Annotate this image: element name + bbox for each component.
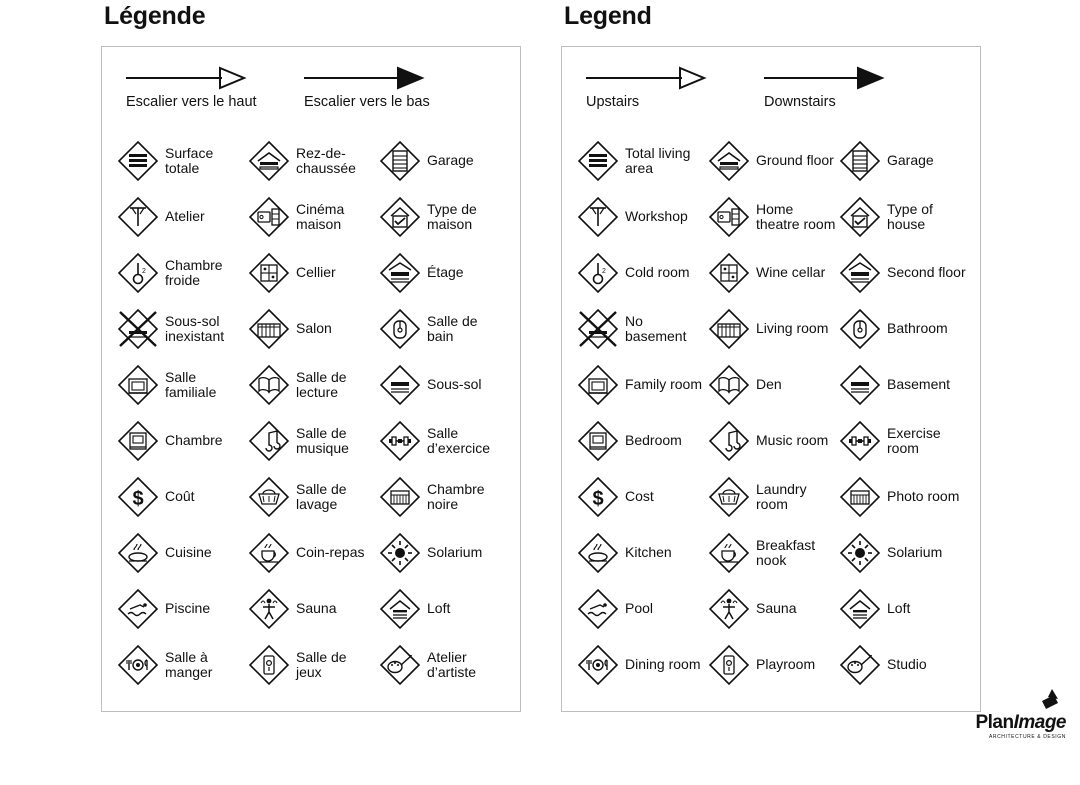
legend-entry-label: Home theatre room [756,200,836,232]
legend-entry-label: Photo room [887,488,960,505]
legend-entry [707,301,838,357]
legend-entry [838,133,969,189]
type-of-house-icon [838,195,882,239]
legend-entry-label: Bathroom [887,320,948,337]
legend-entry [707,133,838,189]
legend-entry-label: Exercise room [887,424,941,456]
svg-text:2: 2 [142,268,146,275]
legend-entry [378,525,509,581]
den-icon [247,363,291,407]
legend-entry-label: Surface totale [165,144,214,176]
legend-entry-label: Playroom [756,656,816,673]
bathroom-icon [838,307,882,351]
legend-entry-label: Total living area [625,144,691,176]
legend-entry [576,245,707,301]
legend-entry-label: Workshop [625,208,688,225]
legend-entry [838,245,969,301]
laundry-room-icon [247,475,291,519]
workshop-icon [576,195,620,239]
no-basement-icon [116,307,160,351]
arrow-down-solid-icon [302,65,482,91]
photo-room-icon [838,475,882,519]
page-title-en: Legend [564,2,652,30]
legend-entry-label: Salle à manger [165,648,213,680]
legend-entry-label: Salle de lecture [296,368,347,400]
no-basement-icon [576,307,620,351]
wine-cellar-icon [247,251,291,295]
legend-entry-label: Breakfast nook [756,536,816,568]
legend-entry [247,357,378,413]
legend-entry [247,245,378,301]
legend-entry-label: Salle de jeux [296,648,347,680]
home-theatre-icon [707,195,751,239]
logo-mark-icon [1028,689,1064,720]
family-room-icon [576,363,620,407]
legend-entry [838,637,969,693]
basement-icon [378,363,422,407]
legend-panel-en [561,46,981,712]
logo-subtitle: ARCHITECTURE & DESIGN [988,734,1066,740]
legend-entry [116,637,247,693]
legend-entry [707,581,838,637]
legend-entry [576,525,707,581]
music-room-icon [707,419,751,463]
living-room-icon [707,307,751,351]
legend-entry [576,301,707,357]
legend-entry-label: Music room [756,432,829,449]
legend-entry [378,581,509,637]
garage-icon [378,139,422,183]
legend-grid-fr [116,133,510,693]
legend-entry [116,525,247,581]
legend-entry-label: Solarium [887,544,943,561]
dining-room-icon [116,643,160,687]
legend-entry [838,301,969,357]
legend-entry [707,637,838,693]
stairs-row-en [562,65,980,137]
studio-icon [838,643,882,687]
studio-icon [378,643,422,687]
cost-icon [576,475,620,519]
legend-entry [707,245,838,301]
legend-entry-label: Garage [427,152,474,169]
bedroom-icon [116,419,160,463]
legend-entry-label: Cold room [625,264,690,281]
exercise-room-icon [378,419,422,463]
stair-upstairs-label-fr: Escalier vers le haut [126,94,257,110]
family-room-icon [116,363,160,407]
legend-entry-label: Cuisine [165,544,212,561]
type-of-house-icon [378,195,422,239]
ground-floor-icon [707,139,751,183]
kitchen-icon [576,531,620,575]
legend-entry-label: Cinéma maison [296,200,345,232]
total-living-area-icon [116,139,160,183]
music-room-icon [247,419,291,463]
legend-entry-label: Chambre froide [165,256,223,288]
legend-entry-label: Type of house [887,200,933,232]
legend-entry [707,357,838,413]
exercise-room-icon [838,419,882,463]
legend-entry-label: Kitchen [625,544,672,561]
svg-text:2: 2 [602,268,606,275]
legend-entry-label: Atelier [165,208,205,225]
breakfast-nook-icon [247,531,291,575]
stair-downstairs-label-en: Downstairs [764,94,836,110]
legend-entry-label: Piscine [165,600,211,617]
pool-icon [576,587,620,631]
legend-entry-label: Salle familiale [165,368,217,400]
legend-entry-label: Garage [887,152,934,169]
cold-room-icon [576,251,620,295]
stair-upstairs-label-en: Upstairs [586,94,640,110]
sauna-icon [247,587,291,631]
legend-entry [247,189,378,245]
legend-entry-label: Loft [427,600,451,617]
legend-entry [378,301,509,357]
legend-entry [116,245,247,301]
playroom-icon [247,643,291,687]
arrow-down-solid-icon [762,65,942,91]
legend-entry-label: Pool [625,600,654,617]
legend-entry-label: Étage [427,264,464,281]
legend-entry [116,189,247,245]
solarium-icon [378,531,422,575]
legend-entry-label: Chambre [165,432,223,449]
ground-floor-icon [247,139,291,183]
workshop-icon [116,195,160,239]
legend-entry-label: Solarium [427,544,483,561]
legend-entry [576,413,707,469]
legend-entry [378,189,509,245]
legend-entry [838,357,969,413]
legend-entry-label: Sauna [756,600,797,617]
laundry-room-icon [707,475,751,519]
legend-entry [707,525,838,581]
bedroom-icon [576,419,620,463]
legend-entry [707,469,838,525]
legend-entry-label: Rez-de-chaussée [296,144,356,176]
legend-entry [707,189,838,245]
legend-entry [838,469,969,525]
kitchen-icon [116,531,160,575]
legend-entry-label: Second floor [887,264,966,281]
legend-entry [247,413,378,469]
legend-grid-en [576,133,970,693]
legend-entry [378,637,509,693]
loft-icon [838,587,882,631]
dining-room-icon [576,643,620,687]
breakfast-nook-icon [707,531,751,575]
legend-entry [247,581,378,637]
second-floor-icon [838,251,882,295]
legend-entry-label: Cellier [296,264,336,281]
legend-entry-label: Cost [625,488,654,505]
legend-entry [247,133,378,189]
legend-entry-label: Living room [756,320,829,337]
legend-entry-label: Coût [165,488,195,505]
legend-panel-fr [101,46,521,712]
legend-entry-label: Chambre noire [427,480,485,512]
legend-entry [576,469,707,525]
living-room-icon [247,307,291,351]
loft-icon [378,587,422,631]
logo-word-italic: Image [1013,712,1066,733]
legend-entry [576,133,707,189]
arrow-up-outline-icon [584,65,764,91]
legend-entry-label: Basement [887,376,951,393]
legend-entry-label: Studio [887,656,927,673]
photo-room-icon [378,475,422,519]
legend-entry-label: Loft [887,600,911,617]
legend-entry-label: Wine cellar [756,264,826,281]
legend-entry [116,357,247,413]
legend-entry-label: Salle de lavage [296,480,347,512]
legend-entry-label: Ground floor [756,152,834,169]
legend-entry-label: Salle de bain [427,312,478,344]
legend-entry [247,525,378,581]
den-icon [707,363,751,407]
legend-entry [576,637,707,693]
stair-upstairs-en [584,65,764,110]
sauna-icon [707,587,751,631]
legend-entry [247,469,378,525]
legend-entry-label: Laundry room [756,480,807,512]
legend-entry [247,301,378,357]
legend-entry [838,413,969,469]
legend-entry [116,301,247,357]
legend-entry [116,133,247,189]
legend-entry-label: Type de maison [427,200,477,232]
solarium-icon [838,531,882,575]
legend-entry [576,189,707,245]
legend-entry [838,581,969,637]
legend-entry-label: Salle de musique [296,424,349,456]
svg-text:$: $ [132,488,144,510]
stair-downstairs-label-fr: Escalier vers le bas [304,94,430,110]
legend-entry-label: Sous-sol [427,376,482,393]
legend-entry [576,581,707,637]
legend-entry [576,357,707,413]
legend-entry [116,413,247,469]
planimage-logo [946,713,1066,771]
basement-icon [838,363,882,407]
legend-entry-label: Bedroom [625,432,682,449]
legend-entry [838,525,969,581]
cold-room-icon [116,251,160,295]
legend-entry-label: Dining room [625,656,701,673]
legend-entry-label: Family room [625,376,703,393]
home-theatre-icon [247,195,291,239]
legend-entry-label: No basement [625,312,687,344]
bathroom-icon [378,307,422,351]
legend-entry-label: Salle d’exercice [427,424,491,456]
stairs-row-fr [102,65,520,137]
page-title-fr: Légende [104,2,206,30]
svg-text:$: $ [592,488,604,510]
legend-entry-label: Sous-sol inexistant [165,312,225,344]
legend-entry [378,245,509,301]
legend-entry [838,189,969,245]
legend-entry-label: Coin-repas [296,544,365,561]
second-floor-icon [378,251,422,295]
legend-entry-label: Atelier d’artiste [427,648,477,680]
stair-downstairs-en [762,65,942,110]
legend-entry [247,637,378,693]
legend-entry [116,581,247,637]
legend-entry-label: Den [756,376,782,393]
legend-entry-label: Salon [296,320,332,337]
legend-entry [378,357,509,413]
legend-entry [707,413,838,469]
playroom-icon [707,643,751,687]
arrow-up-outline-icon [124,65,304,91]
stair-downstairs-fr [302,65,482,110]
legend-entry [378,469,509,525]
logo-word-plain: Plan [975,712,1014,733]
legend-entry-label: Sauna [296,600,337,617]
total-living-area-icon [576,139,620,183]
legend-entry [378,133,509,189]
legend-entry [116,469,247,525]
stair-upstairs-fr [124,65,304,110]
cost-icon [116,475,160,519]
garage-icon [838,139,882,183]
wine-cellar-icon [707,251,751,295]
legend-entry [378,413,509,469]
pool-icon [116,587,160,631]
